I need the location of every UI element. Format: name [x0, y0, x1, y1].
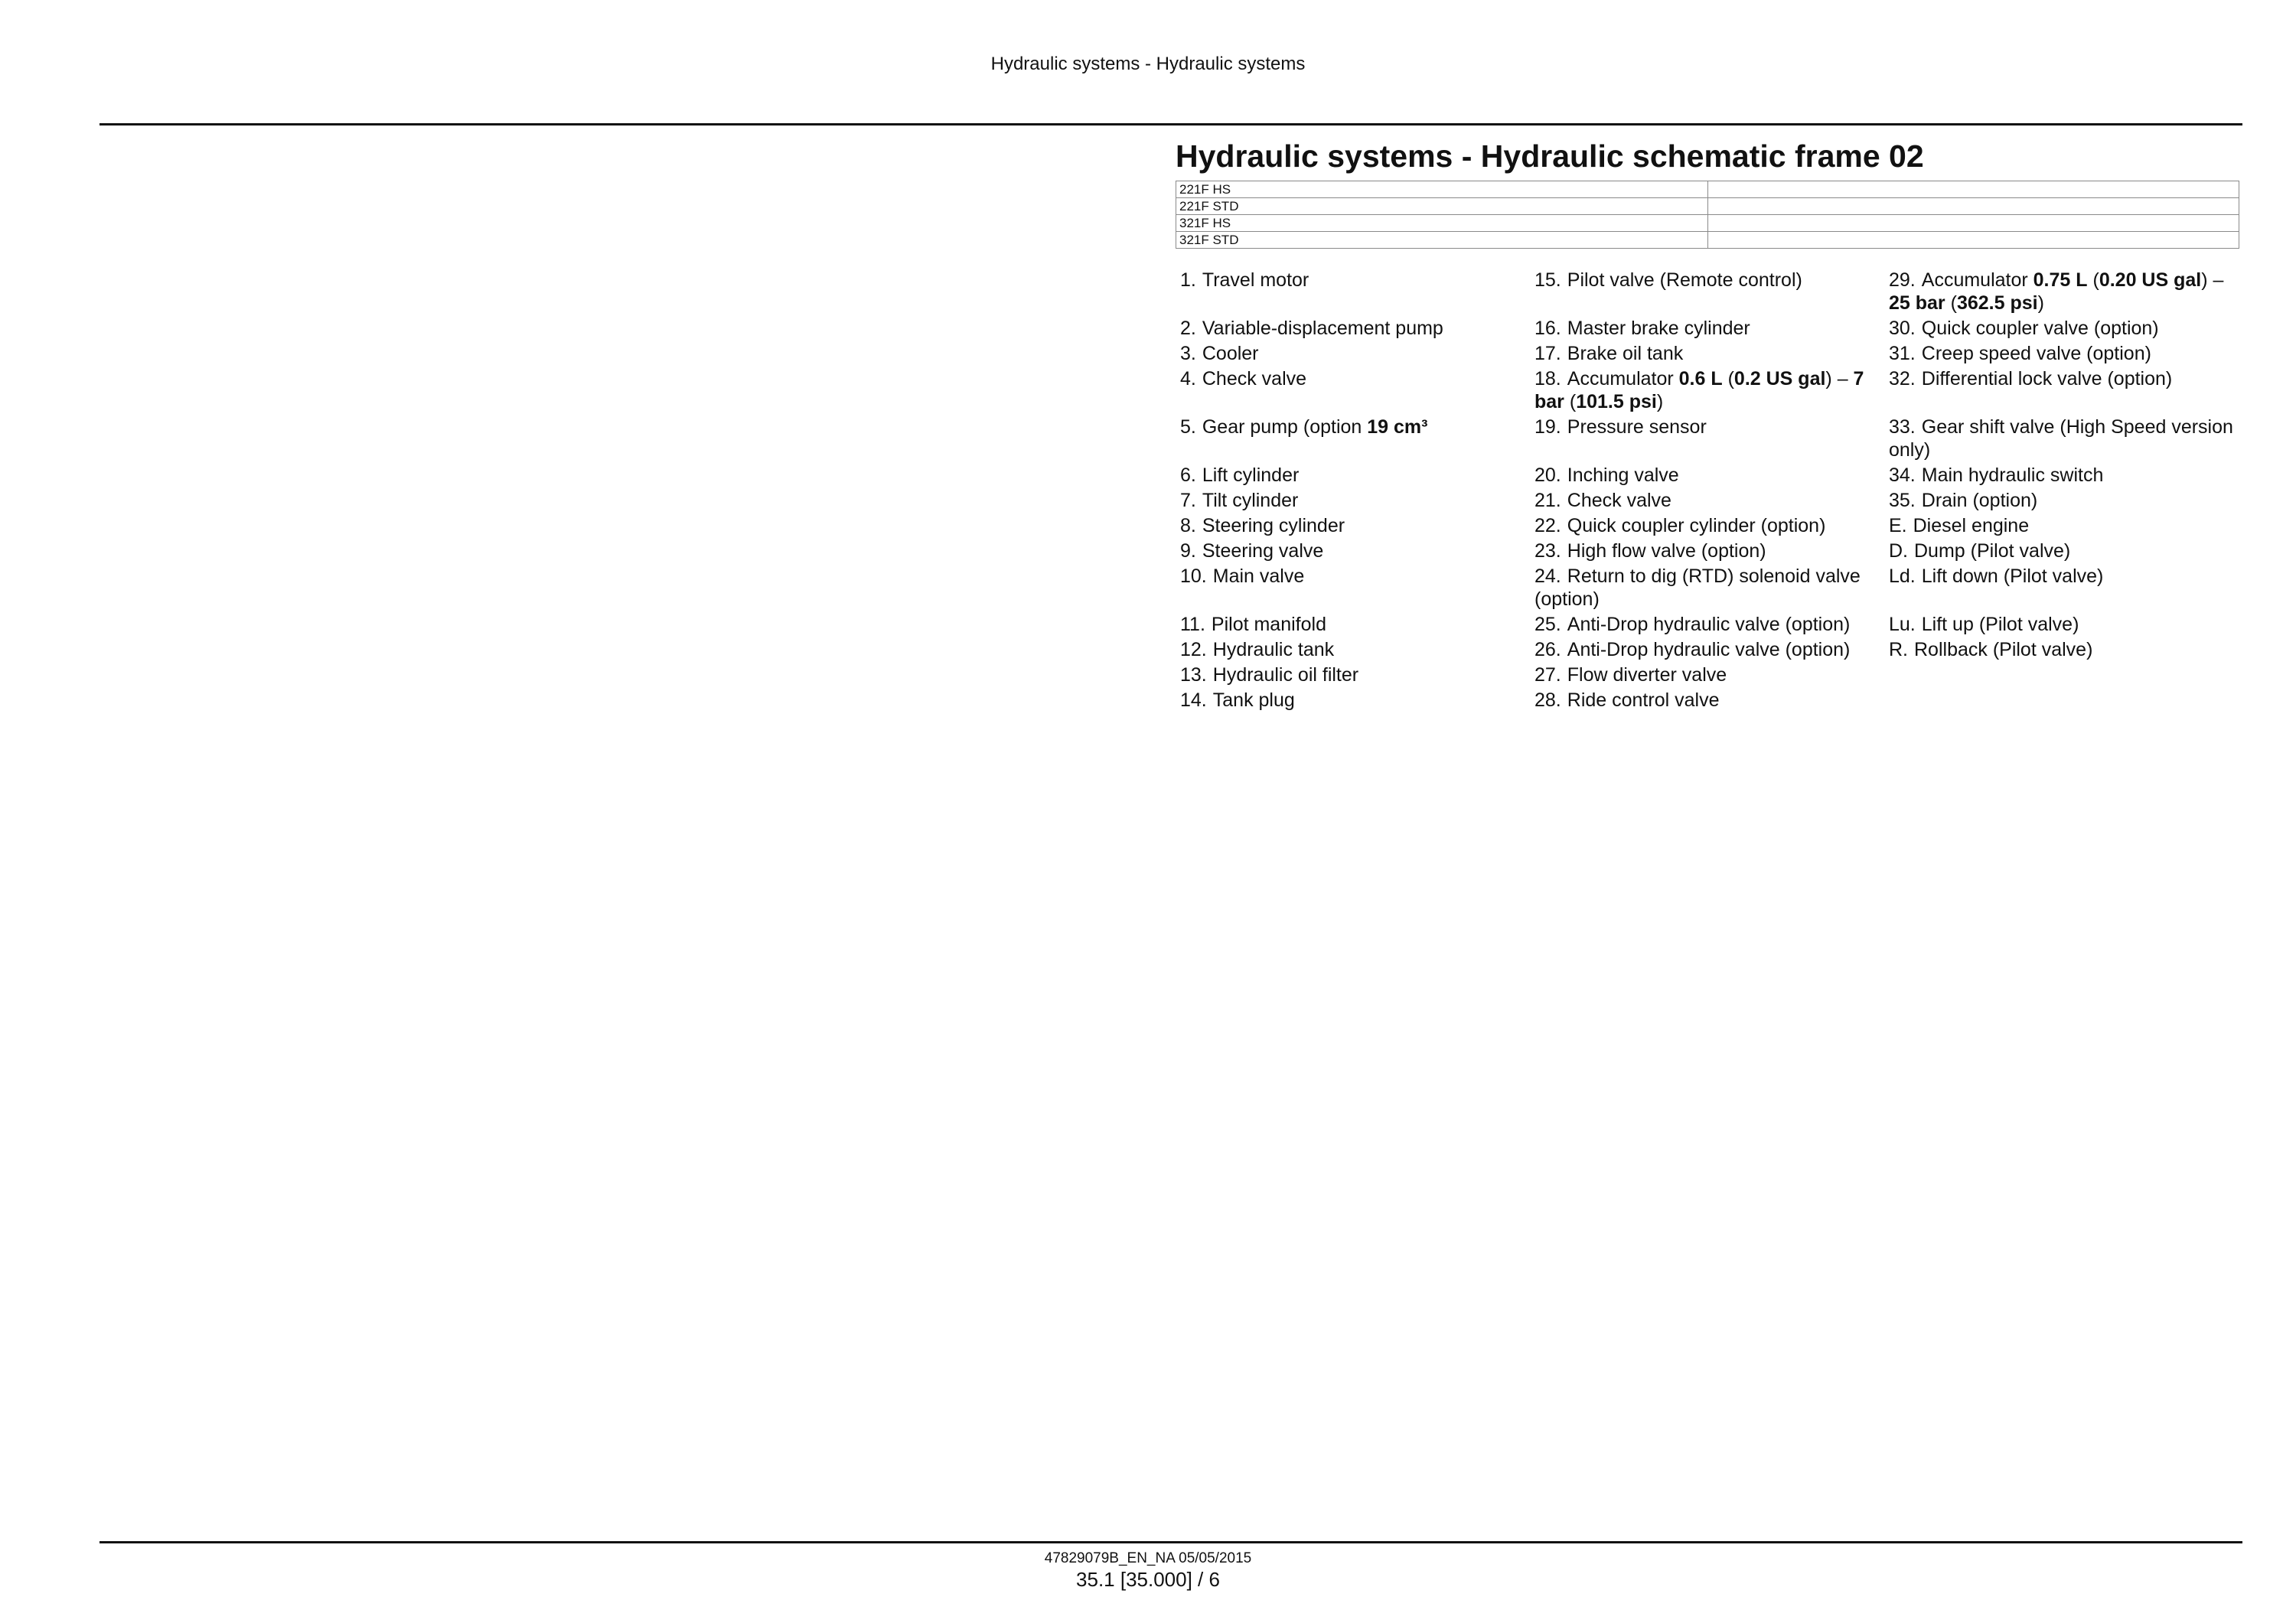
- legend-item-number: 35.: [1889, 490, 1916, 511]
- legend-item: [1530, 489, 1884, 512]
- legend-item-number: 10.: [1180, 565, 1207, 587]
- legend-item: [1530, 342, 1884, 365]
- legend-item: [1176, 689, 1530, 712]
- legend-item-text: Rollback (Pilot valve): [1914, 639, 2093, 660]
- legend-item: [1530, 663, 1884, 686]
- legend-item-text: Pressure sensor: [1567, 416, 1707, 438]
- legend-item: [1176, 638, 1530, 661]
- legend-item: [1176, 464, 1530, 487]
- legend-item: [1176, 514, 1530, 537]
- legend-item-text: Lift down (Pilot valve): [1921, 565, 2104, 587]
- legend-item-number: 7.: [1180, 490, 1196, 511]
- legend-item: [1530, 367, 1884, 413]
- legend-item: [1884, 514, 2241, 537]
- legend-item-number: 3.: [1180, 343, 1196, 364]
- legend-item-text: Anti-Drop hydraulic valve (option): [1567, 614, 1851, 635]
- legend-item-number: 34.: [1889, 464, 1916, 486]
- legend-item-number: Ld.: [1889, 565, 1916, 587]
- legend-item-text: Return to dig (RTD) solenoid valve (option): [1534, 565, 1861, 610]
- legend-item-number: 12.: [1180, 639, 1207, 660]
- legend-item: [1530, 317, 1884, 340]
- legend-item-text: Gear shift valve (High Speed version only): [1889, 416, 2233, 461]
- legend-item: [1884, 663, 2241, 686]
- legend-item-text: Creep speed valve (option): [1921, 343, 2151, 364]
- section-title: Hydraulic systems - Hydraulic schematic frame 02: [1176, 139, 1924, 174]
- legend-item-text: Steering cylinder: [1202, 515, 1345, 536]
- legend-item-text: Diesel engine: [1913, 515, 2030, 536]
- legend-item-number: 33.: [1889, 416, 1916, 438]
- legend-item: [1884, 613, 2241, 636]
- legend-item-text: Accumulator: [1567, 368, 1679, 389]
- footer-document-id: 47829079B_EN_NA 05/05/2015: [1044, 1550, 1252, 1566]
- legend-item: [1884, 269, 2241, 314]
- legend-item: [1530, 539, 1884, 562]
- legend-item-text: Check valve: [1567, 490, 1671, 511]
- legend-item-text: ): [2037, 292, 2044, 314]
- legend-item-text: Main valve: [1212, 565, 1305, 587]
- legend-item-number: 17.: [1534, 343, 1561, 364]
- legend-item-number: 31.: [1889, 343, 1916, 364]
- legend-item-number: 26.: [1534, 639, 1561, 660]
- legend-item-number: 21.: [1534, 490, 1561, 511]
- legend-item-number: Lu.: [1889, 614, 1916, 635]
- model-name-cell: 321F STD: [1176, 232, 1708, 249]
- legend-item-number: 29.: [1889, 269, 1916, 291]
- legend-item-number: 19.: [1534, 416, 1561, 438]
- content-block: [1176, 138, 2241, 714]
- legend-item-text: Quick coupler cylinder (option): [1567, 515, 1826, 536]
- legend-item: [1884, 539, 2241, 562]
- legend-item-number: 15.: [1534, 269, 1561, 291]
- legend-item-text: Steering valve: [1202, 540, 1324, 562]
- legend-item-text: Tilt cylinder: [1202, 490, 1299, 511]
- legend-item-text: (: [1945, 292, 1957, 314]
- legend-item-text: (: [2087, 269, 2099, 291]
- legend-item-number: 22.: [1534, 515, 1561, 536]
- model-row: [1176, 198, 2239, 215]
- legend-item-spec-value: 0.2 US gal: [1733, 368, 1826, 389]
- legend-item-spec-value: 101.5 psi: [1576, 391, 1657, 412]
- model-value-cell: [1707, 232, 2239, 249]
- legend-item: [1530, 514, 1884, 537]
- legend-item-spec-value: 25 bar: [1889, 292, 1945, 314]
- legend-item-number: 25.: [1534, 614, 1561, 635]
- legend-item-text: (: [1722, 368, 1734, 389]
- legend-item: [1176, 367, 1530, 413]
- legend-item: [1884, 367, 2241, 413]
- legend-item-number: 20.: [1534, 464, 1561, 486]
- model-row: [1176, 181, 2239, 198]
- legend-item: [1530, 638, 1884, 661]
- legend-item-number: 30.: [1889, 318, 1916, 339]
- legend-item-text: Master brake cylinder: [1567, 318, 1750, 339]
- legend-item-text: Travel motor: [1202, 269, 1309, 291]
- legend-item: [1176, 539, 1530, 562]
- legend-item: [1176, 416, 1530, 461]
- legend-item-number: 14.: [1180, 689, 1207, 711]
- legend-item-text: Inching valve: [1567, 464, 1679, 486]
- legend-item: [1176, 342, 1530, 365]
- legend-item-text: Variable-displacement pump: [1202, 318, 1443, 339]
- legend-item-number: 23.: [1534, 540, 1561, 562]
- legend-item-text: Dump (Pilot valve): [1914, 540, 2071, 562]
- model-name-cell: 321F HS: [1176, 215, 1708, 232]
- legend-item: [1176, 269, 1530, 314]
- legend-item: [1530, 269, 1884, 314]
- legend-item: [1884, 464, 2241, 487]
- legend-item-number: 6.: [1180, 464, 1196, 486]
- legend-item-text: Lift up (Pilot valve): [1921, 614, 2079, 635]
- legend-item: [1530, 613, 1884, 636]
- model-value-cell: [1707, 198, 2239, 215]
- legend-item-text: Gear pump (option: [1202, 416, 1368, 438]
- legend-item: [1884, 317, 2241, 340]
- model-row: [1176, 232, 2239, 249]
- legend-item-text: Drain (option): [1921, 490, 2038, 511]
- component-legend: [1176, 269, 2241, 714]
- legend-item-text: Lift cylinder: [1202, 464, 1300, 486]
- legend-item: [1884, 489, 2241, 512]
- legend-item: [1176, 565, 1530, 611]
- running-header: Hydraulic systems - Hydraulic systems: [990, 54, 1306, 74]
- legend-item-number: 9.: [1180, 540, 1196, 562]
- legend-item-text: Check valve: [1202, 368, 1307, 389]
- legend-item-text: Hydraulic oil filter: [1212, 664, 1359, 686]
- legend-item: [1530, 416, 1884, 461]
- legend-item-number: 28.: [1534, 689, 1561, 711]
- legend-item: [1176, 663, 1530, 686]
- legend-item-spec-value: 0.6 L: [1678, 368, 1723, 389]
- legend-item-number: 2.: [1180, 318, 1196, 339]
- legend-item-number: 24.: [1534, 565, 1561, 587]
- legend-item: [1176, 613, 1530, 636]
- legend-item-number: 16.: [1534, 318, 1561, 339]
- legend-item: [1176, 317, 1530, 340]
- model-name-cell: 221F HS: [1176, 181, 1708, 198]
- legend-item-number: 13.: [1180, 664, 1207, 686]
- legend-item: [1884, 416, 2241, 461]
- legend-item-text: (: [1564, 391, 1577, 412]
- legend-item-text: Ride control valve: [1567, 689, 1720, 711]
- legend-item-number: 32.: [1889, 368, 1916, 389]
- legend-item-spec-value: 0.20 US gal: [2099, 269, 2202, 291]
- footer-page-number: 35.1 [35.000] / 6: [1076, 1568, 1220, 1591]
- legend-item-number: 18.: [1534, 368, 1561, 389]
- footer-rule: [99, 1541, 2242, 1543]
- legend-item-spec-value: 362.5 psi: [1956, 292, 2038, 314]
- legend-item-text: Main hydraulic switch: [1921, 464, 2104, 486]
- legend-item: [1530, 689, 1884, 712]
- model-name-cell: 221F STD: [1176, 198, 1708, 215]
- legend-item-text: Hydraulic tank: [1212, 639, 1335, 660]
- legend-item-text: High flow valve (option): [1567, 540, 1766, 562]
- model-applicability-table: [1176, 181, 2239, 249]
- legend-item-text: ) –: [2201, 269, 2224, 291]
- legend-item-spec-value: 7 bar: [1534, 368, 1864, 412]
- legend-item-number: 4.: [1180, 368, 1196, 389]
- legend-item: [1530, 565, 1884, 611]
- legend-item-text: Brake oil tank: [1567, 343, 1684, 364]
- legend-item-text: Cooler: [1202, 343, 1259, 364]
- legend-item-spec-value: 0.75 L: [2033, 269, 2088, 291]
- model-row: [1176, 215, 2239, 232]
- legend-item-text: Anti-Drop hydraulic valve (option): [1567, 639, 1851, 660]
- legend-item: [1884, 565, 2241, 611]
- legend-item-text: ): [1656, 391, 1664, 412]
- legend-item: [1176, 489, 1530, 512]
- legend-item-text: Tank plug: [1212, 689, 1295, 711]
- header-rule: [99, 123, 2242, 125]
- legend-item: [1530, 464, 1884, 487]
- legend-item-number: 11.: [1180, 614, 1205, 635]
- model-value-cell: [1707, 181, 2239, 198]
- legend-item: [1884, 638, 2241, 661]
- legend-item-number: 5.: [1180, 416, 1196, 438]
- legend-item-text: Pilot valve (Remote control): [1567, 269, 1802, 291]
- legend-item: [1884, 342, 2241, 365]
- legend-item-text: Differential lock valve (option): [1921, 368, 2173, 389]
- legend-item-text: ) –: [1825, 368, 1854, 389]
- legend-item: [1884, 689, 2241, 712]
- legend-item-text: Quick coupler valve (option): [1921, 318, 2159, 339]
- legend-item-number: 1.: [1180, 269, 1196, 291]
- model-value-cell: [1707, 215, 2239, 232]
- legend-item-text: Accumulator: [1921, 269, 2033, 291]
- legend-item-number: 8.: [1180, 515, 1196, 536]
- legend-item-number: E.: [1889, 515, 1907, 536]
- legend-item-number: 27.: [1534, 664, 1561, 686]
- legend-item-text: Pilot manifold: [1211, 614, 1326, 635]
- legend-item-number: D.: [1889, 540, 1908, 562]
- legend-item-spec-value: 19 cm³: [1367, 416, 1428, 438]
- legend-item-number: R.: [1889, 639, 1908, 660]
- legend-item-text: Flow diverter valve: [1567, 664, 1727, 686]
